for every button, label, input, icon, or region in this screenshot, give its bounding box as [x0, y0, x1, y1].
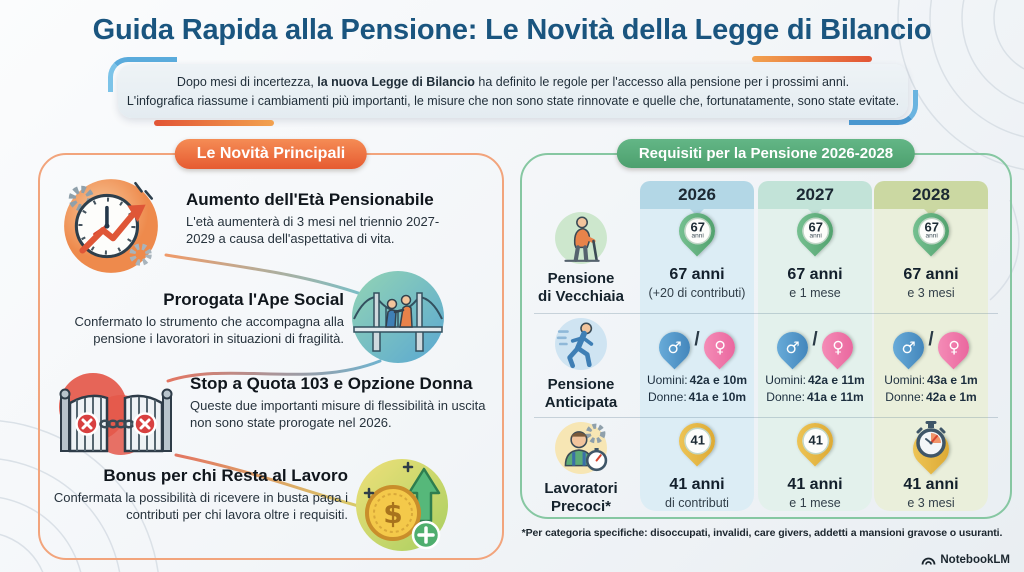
women-value: 41a e 10m	[688, 389, 747, 404]
age-pin-icon	[672, 206, 723, 257]
male-pin-icon	[771, 325, 818, 369]
year-label: 2027	[796, 185, 834, 204]
row-label-vecchiaia	[528, 211, 634, 305]
year-label: 2026	[678, 185, 716, 204]
news-item-title: Bonus per chi Resta al Lavoro	[103, 466, 348, 485]
pin-number: 41	[807, 432, 823, 448]
male-symbol: ♂	[667, 337, 683, 356]
male-pin-icon	[653, 325, 700, 369]
men-label: Uomini:	[646, 373, 688, 387]
women-requirement	[885, 389, 976, 406]
year-label: 2028	[912, 185, 950, 204]
women-value: 41a e 11m	[806, 389, 864, 404]
male-pin-icon	[887, 325, 934, 369]
intro-accent-top-left	[108, 57, 177, 92]
men-label: Uomini:	[765, 373, 806, 387]
news-item-title: Stop a Quota 103 e Opzione Donna	[190, 374, 473, 393]
women-label: Donne:	[647, 389, 687, 404]
requisiti-panel	[520, 145, 1012, 519]
notebooklm-watermark	[921, 554, 1010, 566]
pin-unit: anni	[924, 232, 938, 240]
intro-accent-bottom-right	[849, 90, 918, 125]
gender-separator: /	[812, 329, 818, 350]
cell-subvalue: e 3 mesi	[907, 496, 955, 510]
novita-badge: Le Novità Principali	[175, 139, 367, 169]
men-requirement	[884, 372, 977, 389]
cell-value: 41 anni	[669, 476, 725, 493]
women-requirement	[766, 389, 863, 406]
female-symbol: ♀	[831, 337, 843, 356]
women-label: Donne:	[885, 389, 924, 404]
men-requirement	[765, 372, 864, 389]
row-label-precoci	[528, 421, 634, 515]
row-divider	[534, 313, 998, 314]
row-divider	[534, 417, 998, 418]
gender-separator: /	[928, 329, 934, 350]
cell-vecchiaia-2027	[758, 213, 872, 300]
year-header-2027	[758, 181, 872, 209]
notebooklm-logo-icon	[921, 554, 936, 566]
pin-unit: anni	[808, 232, 822, 240]
row-label-line1: Pensione	[547, 270, 615, 287]
cell-value: 67 anni	[787, 266, 843, 283]
stopwatch-pin-icon	[909, 423, 953, 473]
pin-number: 67	[689, 219, 705, 235]
male-symbol: ♂	[785, 337, 801, 356]
women-requirement	[648, 389, 746, 406]
cell-value: 67 anni	[903, 266, 959, 283]
watermark-label: NotebookLM	[940, 554, 1010, 566]
female-pin-icon	[815, 325, 859, 369]
year-header-2026	[640, 181, 754, 209]
pin-number: 67	[807, 219, 823, 235]
cell-value: 41 anni	[903, 476, 959, 493]
news-item-text: Confermato lo strumento che accompagna alla pensione i lavoratori in situazioni di fragilità.	[74, 313, 344, 346]
cell-subvalue: di contributi	[665, 496, 729, 510]
male-symbol: ♂	[901, 337, 917, 356]
pin-number: 41	[689, 432, 705, 448]
female-symbol: ♀	[947, 337, 959, 356]
female-pin-icon	[931, 325, 975, 369]
men-value: 42a e 10m	[689, 373, 748, 387]
news-item-title: Prorogata l'Ape Social	[163, 290, 344, 309]
men-value: 43a e 1m	[926, 373, 978, 387]
early-worker-icon	[554, 421, 608, 475]
intro-accent-top-right	[752, 56, 872, 62]
elderly-person-icon	[554, 211, 608, 265]
female-pin-icon	[697, 325, 741, 369]
age-pin-icon	[906, 206, 957, 257]
salary-bonus-icon	[352, 455, 452, 555]
cell-subvalue: e 3 mesi	[907, 286, 955, 300]
women-label: Donne:	[766, 389, 805, 404]
news-item-ape-social	[54, 291, 344, 347]
news-item-text: L'età aumenterà di 3 mesi nel triennio 2027-2029 a causa dell'aspettativa di vita.	[186, 213, 440, 246]
women-value: 42a e 1m	[925, 389, 977, 404]
cell-anticipata-2027	[758, 322, 872, 406]
bridge-support-icon	[348, 267, 448, 367]
intro-line1-bold: la nuova Legge di Bilancio	[317, 75, 475, 89]
cell-precoci-2028	[874, 423, 988, 510]
year-header-2028	[874, 181, 988, 209]
news-item-eta	[186, 191, 458, 247]
intro-line1-end: ha definito le regole per l'accesso alla pensione per i prossimi anni.	[474, 75, 850, 89]
cell-subvalue: e 1 mese	[789, 496, 841, 510]
page-title: Guida Rapida alla Pensione: Le Novità della Legge di Bilancio	[92, 14, 932, 46]
running-person-icon	[554, 317, 608, 371]
cell-vecchiaia-2028	[874, 213, 988, 300]
row-label-line1: Lavoratori	[544, 480, 618, 497]
cell-value: 67 anni	[669, 266, 725, 283]
news-item-title: Aumento dell'Età Pensionabile	[186, 190, 434, 209]
cell-anticipata-2026	[640, 322, 754, 406]
row-label-line1: Pensione	[547, 376, 615, 393]
pin-number: 67	[923, 219, 939, 235]
men-label: Uomini:	[884, 373, 925, 387]
pin-unit: anni	[690, 232, 704, 240]
cell-subvalue: e 1 mese	[789, 286, 841, 300]
row-label-anticipata	[528, 317, 634, 411]
row-label-line2: Anticipata	[544, 393, 618, 411]
footnote: *Per categoria specifiche: disoccupati, invalidi, care givers, addetti a mansioni gravose o usuranti.	[521, 527, 1003, 539]
cell-value: 41 anni	[787, 476, 843, 493]
cell-vecchiaia-2026	[640, 213, 754, 300]
cell-anticipata-2028	[874, 322, 988, 406]
cell-subvalue: (+20 di contributi)	[648, 286, 746, 300]
age-pin-icon	[790, 206, 841, 257]
row-label-line2: Precoci*	[550, 497, 612, 515]
intro-accent-bottom-left	[154, 120, 274, 126]
clock-growth-icon	[58, 171, 164, 277]
years-pin-icon	[672, 416, 723, 467]
closed-gates-icon	[52, 367, 180, 463]
years-pin-icon	[790, 416, 841, 467]
news-item-quota103	[190, 375, 496, 431]
intro-box	[118, 64, 908, 118]
svg-text:$: $	[383, 497, 403, 530]
gender-separator: /	[694, 329, 700, 350]
requisiti-badge: Requisiti per la Pensione 2026-2028	[617, 139, 915, 168]
novita-panel	[38, 145, 504, 560]
news-item-text: Confermata la possibilità di ricevere in busta paga i contributi per chi lavora oltre i requisiti.	[53, 489, 348, 522]
news-item-text: Queste due importanti misure di flessibilità in uscita non sono state prorogate nel 2026.	[190, 397, 486, 430]
row-label-line2: di Vecchiaia	[538, 287, 624, 305]
intro-line2: L'infografica riassume i cambiamenti più importanti, le misure che non sono state rinnovate e quelle che, fortunatamente, sono state evitate.	[126, 93, 900, 108]
intro-line1	[118, 73, 908, 92]
female-symbol: ♀	[713, 337, 725, 356]
cell-precoci-2026	[640, 423, 754, 510]
cell-precoci-2027	[758, 423, 872, 510]
intro-line1-start: Dopo mesi di incertezza,	[176, 75, 318, 89]
men-requirement	[647, 372, 747, 389]
news-item-bonus	[40, 467, 348, 523]
men-value: 42a e 11m	[807, 373, 865, 387]
